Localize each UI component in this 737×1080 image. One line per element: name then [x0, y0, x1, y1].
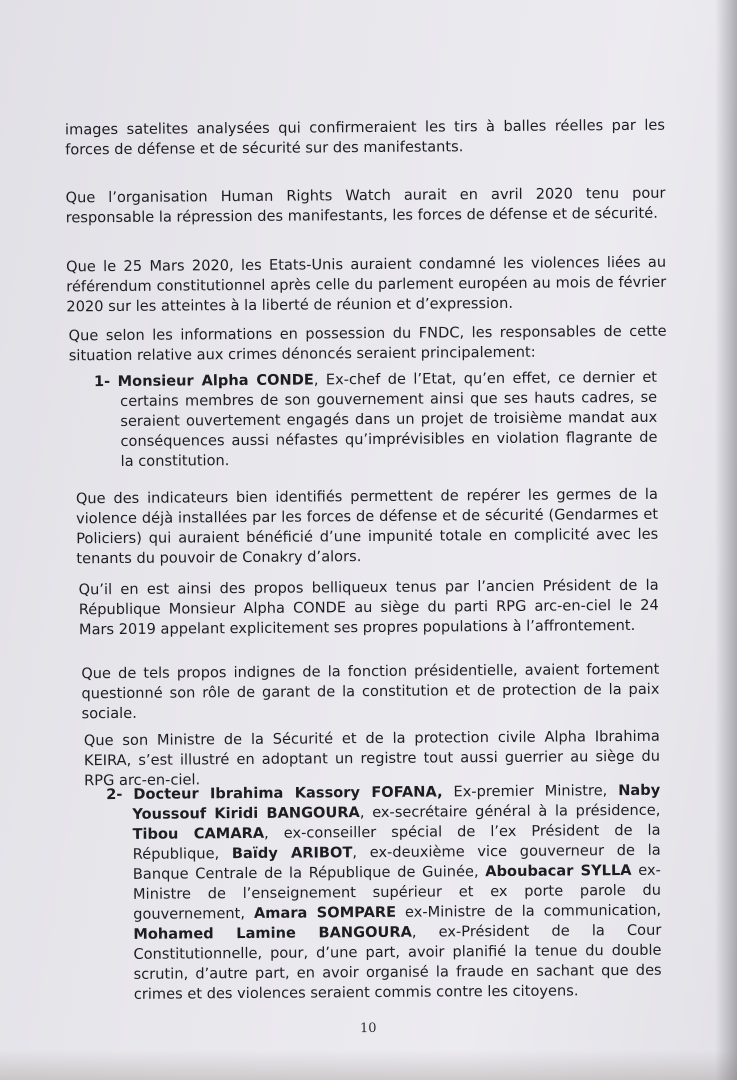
person-name: Monsieur Alpha CONDE [117, 371, 314, 390]
person-name: Naby Youssouf Kiridi BANGOURA [132, 781, 661, 823]
person-name: Docteur Ibrahima Kassory FOFANA, [133, 783, 443, 803]
list-item-text: , ex-Président de la Cour Constitutionnelle, pour, d’une part, avoir planifié la tenue du double scrutin, d’autre part, en avoir organisé la fraude en sachant que des crimes et des violences seraient commis contre les citoyens. [133, 921, 662, 1003]
list-item-number: 2- [106, 785, 123, 804]
person-name: Mohamed Lamine BANGOURA [133, 923, 412, 943]
list-item-text: , ex-conseiller spécial de l’ex Président de la République, [132, 821, 661, 863]
page-edge-shadow [715, 0, 737, 1080]
person-name: Amara SOMPARE [253, 903, 397, 922]
list-item-text: , Ex-chef de l’Etat, qu’en effet, ce dernier et certains membres de son gouvernement ainsi que ses hauts cadres, se seraient ouvertement engagés dans un projet de troisième mandat aux conséquences aussi néfastes qu’imprévisibles en violation flagrante de la constitution. [120, 368, 658, 470]
paragraph-satellite-images: images satelites analysées qui confirmeraient les tirs à balles réelles par les forces de défense et de sécurité sur des manifestants. [64, 116, 666, 158]
paragraph-ministre-securite: Que son Ministre de la Sécurité et de la protection civile Alpha Ibrahima KEIRA, s’est illustré en adoptant un registre tout aussi guerrier au siège du RPG arc-en-ciel. [83, 727, 661, 789]
paragraph-indicateurs: Que des indicateurs bien identifiés permettent de repérer les germes de la violence déjà installées par les forces de défense et de sécurité (Gendarmes et Policiers) qui auraient bénéficié d’une impunité totale en complicité avec les tenants du pouvoir de Conakry d’alors. [75, 485, 659, 567]
paragraph-propos-belliqueux: Qu’il en est ainsi des propos belliqueux tenus par l’ancien Président de la République Monsieur Alpha CONDE au siège du parti RPG arc-en-ciel le 24 Mars 2019 appelant explicitement ses propres populations à l’affrontement. [78, 576, 659, 638]
paragraph-propos-indignes: Que de tels propos indignes de la fonction présidentielle, avaient fortement questionné son rôle de garant de la constitution et de protection de la paix sociale. [81, 660, 660, 722]
list-item-text: ex-Ministre de la communication, [395, 901, 662, 921]
page-bottom-shadow [0, 1050, 737, 1080]
list-item-2 [106, 781, 662, 1005]
list-item-text: Ex-premier Ministre, [442, 782, 619, 801]
person-name: Baïdy ARIBOT [231, 844, 353, 863]
list-item-text: ex-Ministre de l’enseignement supérieur et ex porte parole du gouvernement, [132, 861, 662, 923]
person-name: Aboubacar SYLLA [485, 861, 632, 881]
list-item-1 [94, 368, 658, 472]
list-item-text: , ex-deuxième vice gouverneur de la Banque Centrale de la République de Guinée, [132, 841, 661, 883]
paragraph-united-states: Que le 25 Mars 2020, les Etats-Unis auraient condamné les violences liées au référendum constitutionnel après celle du parlement européen au mois de février 2020 sur les atteintes à la liberté de réunion et d’expression. [66, 253, 667, 315]
paragraph-responsables: Que selon les informations en possession du FNDC, les responsables de cette situation relative aux crimes dénoncés seraient principalement: [68, 322, 667, 364]
list-item-number: 1- [93, 373, 111, 391]
page-number: 10 [359, 1020, 377, 1037]
list-item-text: , ex-secrétaire général à la présidence, [359, 801, 661, 822]
person-name: Tibou CAMARA [132, 824, 265, 843]
paragraph-human-rights-watch: Que l’organisation Human Rights Watch aurait en avril 2020 tenu pour responsable la répression des manifestants, les forces de défense et de sécurité. [65, 184, 666, 226]
